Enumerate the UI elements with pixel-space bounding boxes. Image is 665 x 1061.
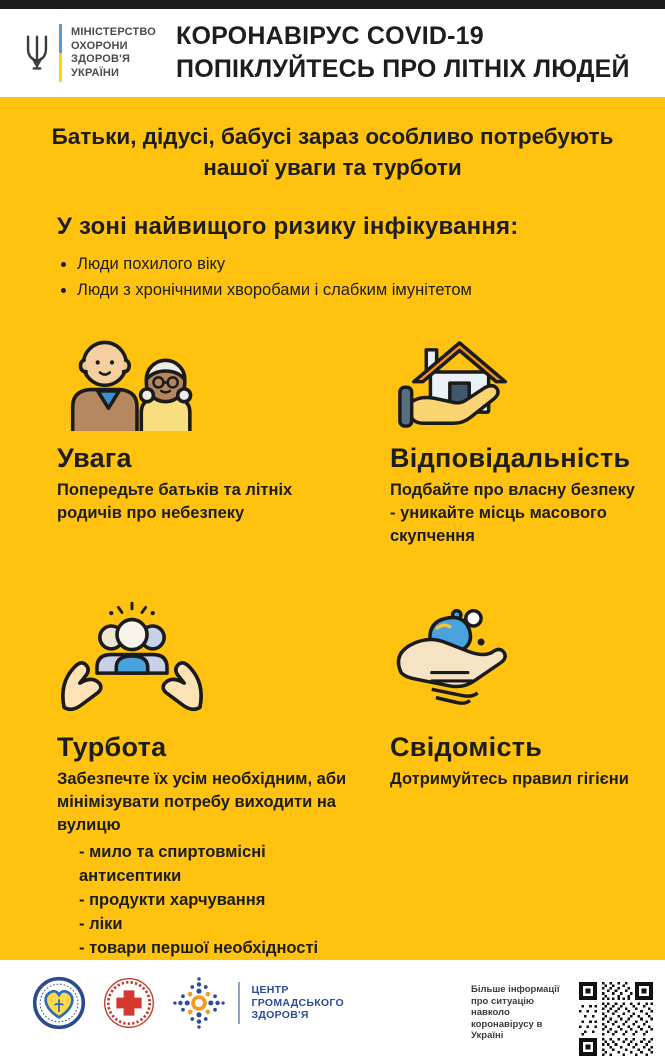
health-emblem-logo [32, 976, 86, 1030]
block-text: Дотримуйтесь правил гігієни [390, 770, 629, 788]
people-in-hands-icon [57, 584, 362, 722]
info-block-turbota [57, 584, 362, 960]
ministry-name [71, 26, 156, 80]
qr-info-text: Більше інформації про ситуацію навколо коронавірусу в Україні [471, 984, 560, 1041]
qr-code [579, 982, 653, 1056]
flag-divider [59, 24, 62, 82]
info-block-svidomist [390, 584, 637, 960]
block-title: Турбота [57, 732, 167, 762]
info-block-uvaha [57, 325, 362, 548]
ministry-line: ОХОРОНИ [71, 39, 128, 52]
risk-bullet: • Люди з хронічними хворобами і слабким імунітетом [77, 277, 637, 303]
red-cross-logo [102, 976, 156, 1030]
house-in-hand-icon [390, 325, 637, 433]
block-text: Подбайте про власну безпеку - уникайте місць масового скупчення [390, 481, 635, 545]
risk-heading: У зоні найвищого ризику інфікування: [57, 213, 519, 240]
public-health-center-logo [172, 976, 344, 1030]
footer-right [471, 976, 655, 1056]
elderly-couple-icon [57, 325, 362, 433]
supply-item: - мило та спиртовмісні антисептики [79, 840, 362, 888]
block-title: Відповідальність [390, 443, 631, 473]
phc-dots-icon [172, 976, 226, 1030]
title-line-1: КОРОНАВІРУС COVID-19 [176, 22, 484, 50]
phc-label-line: ГРОМАДСЬКОГО [251, 996, 344, 1009]
phc-divider [238, 982, 240, 1024]
trident-icon [24, 31, 50, 75]
risk-bullet: • Люди похилого віку [77, 251, 637, 277]
phc-label-line: ЗДОРОВ'Я [251, 1009, 309, 1022]
ministry-logo [24, 24, 156, 82]
title-line-2: ПОПІКЛУЙТЕСЬ ПРО ЛІТНІХ ЛЮДЕЙ [176, 55, 630, 83]
poster-body [0, 97, 665, 960]
supply-list [79, 840, 362, 960]
ministry-line: МІНІСТЕРСТВО [71, 26, 157, 38]
block-text: Попередьте батьків та літніх родичів про небезпеку [57, 481, 293, 522]
info-block-vidpovidalnist [390, 325, 637, 548]
content [0, 183, 665, 960]
phc-label-line: ЦЕНТР [251, 984, 289, 997]
info-grid-row-2 [57, 584, 637, 960]
header [0, 9, 665, 97]
block-text: Забезпечте їх усім необхідним, аби мінімізувати потребу виходити на вулицю [57, 770, 347, 834]
footer [0, 960, 665, 1041]
phc-label [252, 984, 344, 1022]
ministry-line: ЗДОРОВ'Я [71, 53, 131, 65]
washing-hands-icon [390, 584, 637, 722]
info-grid-row-1 [57, 325, 637, 548]
supply-item: - продукти харчування [79, 888, 362, 912]
supply-item: - товари першої необхідності [79, 936, 362, 960]
risk-list [77, 251, 637, 303]
block-title: Увага [57, 443, 132, 473]
poster-title [176, 20, 630, 86]
block-title: Свідомість [390, 732, 543, 762]
banner-text: Батьки, дідусі, бабусі зараз особливо потребують нашої уваги та турботи [51, 124, 614, 180]
ministry-line: УКРАЇНИ [71, 66, 120, 79]
top-dark-bar [0, 0, 665, 9]
supply-item: - ліки [79, 912, 362, 936]
